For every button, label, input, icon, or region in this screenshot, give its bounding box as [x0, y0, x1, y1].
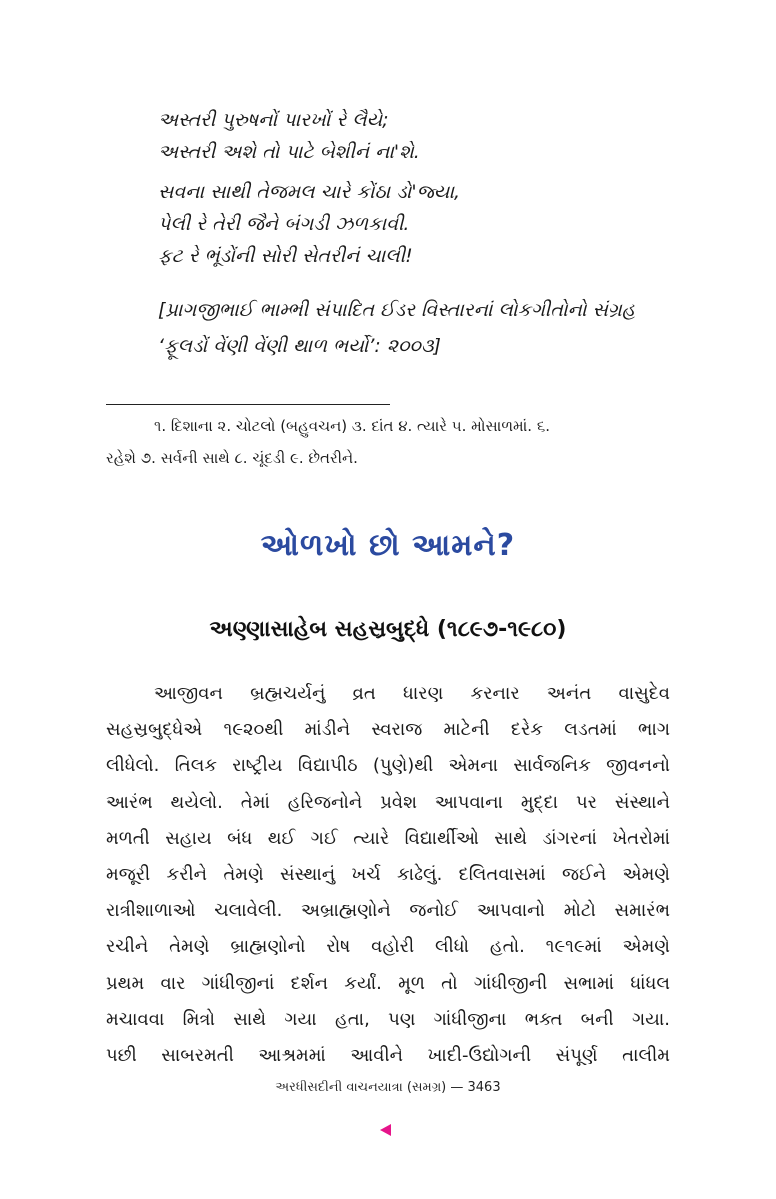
body-line: રાત્રીશાળાઓ ચલાવેલી. અબ્રાહ્મણોને જનોઈ આપવાનો મોટો સમારંભ [106, 900, 670, 922]
citation-line: [પ્રાગજીભાઈ ભામ્ભી સંપાદિત ઈડર વિસ્તારનાં લોકગીતોનો સંગ્રહ [158, 299, 636, 321]
body-line: પ્રથમ વાર ગાંધીજીનાં દર્શન કર્યાં. મૂળ તો ગાંધીજીની સભામાં ધાંધલ [106, 972, 670, 994]
article-subtitle: અણ્ણાસાહેબ સહસ્રબુદ્ધે (૧૮૯૭-૧૯૮૦) [209, 617, 567, 642]
body-line: રચીને તેમણે બ્રાહ્મણોનો રોષ વહોરી લીધો હતો. ૧૯૧૯માં એમણે [106, 936, 670, 958]
footnote-line: રહેશે ૭. સર્વની સાથે ૮. ચૂંદડી ૯. છેતરીને. [106, 449, 358, 467]
footnotes [106, 410, 686, 474]
page-footer: અરધીસદીની વાચનયાત્રા (સમગ્ર) — 3463 [275, 1080, 501, 1095]
body-line: આજીવન બ્રહ્મચર્યનું વ્રત ધારણ કરનાર અનંત વાસુદેવ [154, 683, 670, 704]
poem-stanza-2 [158, 176, 678, 272]
body-line: મજૂરી કરીને તેમણે સંસ્થાનું ખર્ચ કાઢેલું. દલિતવાસમાં જઈને એમણે [106, 864, 670, 886]
body-line: આરંભ થયેલો. તેમાં હરિજનોને પ્રવેશ આપવાના મુદ્દા પર સંસ્થાને [106, 791, 670, 813]
poem-citation [158, 292, 698, 364]
poem-line: સવના સાથી તેજમલ ચારે કોંઠા ડો'જ્યા, [158, 181, 461, 203]
poem-line: અસ્તરી અશે તો પાટે બેશીનં ના'શે. [158, 141, 420, 163]
body-line: મળતી સહાય બંધ થઈ ગઈ ત્યારે વિદ્યાર્થીઓ સાથે ડાંગરનાં ખેતરોમાં [106, 827, 670, 849]
body-line: લીધેલો. તિલક રાષ્ટ્રીય વિદ્યાપીઠ (પુણે)થી એમના સાર્વજનિક જીવનનો [106, 755, 670, 777]
footnote-line: ૧. દિશાના ૨. ચોટલો (બહુવચન) ૩. દાંત ૪. ત્યારે ૫. મોસાળમાં. ૬. [154, 417, 551, 435]
poem [158, 104, 678, 280]
citation-line: ‘ફૂલડોં વેંણી વેંણી થાળ ભર્યો’: ૨૦૦૩] [158, 335, 441, 357]
poem-line: પેલી રે તેરી જૈને બંગડી ઝળકાવી. [158, 213, 410, 235]
article-body [106, 676, 670, 1074]
body-line: સહસ્રબુદ્ધેએ ૧૯૨૦થી માંડીને સ્વરાજ માટેની દરેક લડતમાં ભાગ [106, 719, 670, 741]
footnote-divider [106, 404, 390, 405]
article-title: ઓળખો છો આમને? [260, 528, 516, 563]
body-line: પછી સાબરમતી આશ્રમમાં આવીને ખાદી-ઉદ્યોગની સંપૂર્ણ તાલીમ [106, 1045, 670, 1067]
poem-line: ફટ રે ભૂંડોંની સોરી સેતરીનં ચાલી! [158, 245, 413, 267]
body-line: મચાવવા મિત્રો સાથે ગયા હતા, પણ ગાંધીજીના ભક્ત બની ગયા. [106, 1008, 670, 1030]
poem-line: અસ્તરી પુરુષનોં પારખોં રે લૈયે; [158, 109, 389, 131]
poem-stanza-1 [158, 104, 678, 168]
previous-page-icon[interactable] [380, 1124, 391, 1136]
